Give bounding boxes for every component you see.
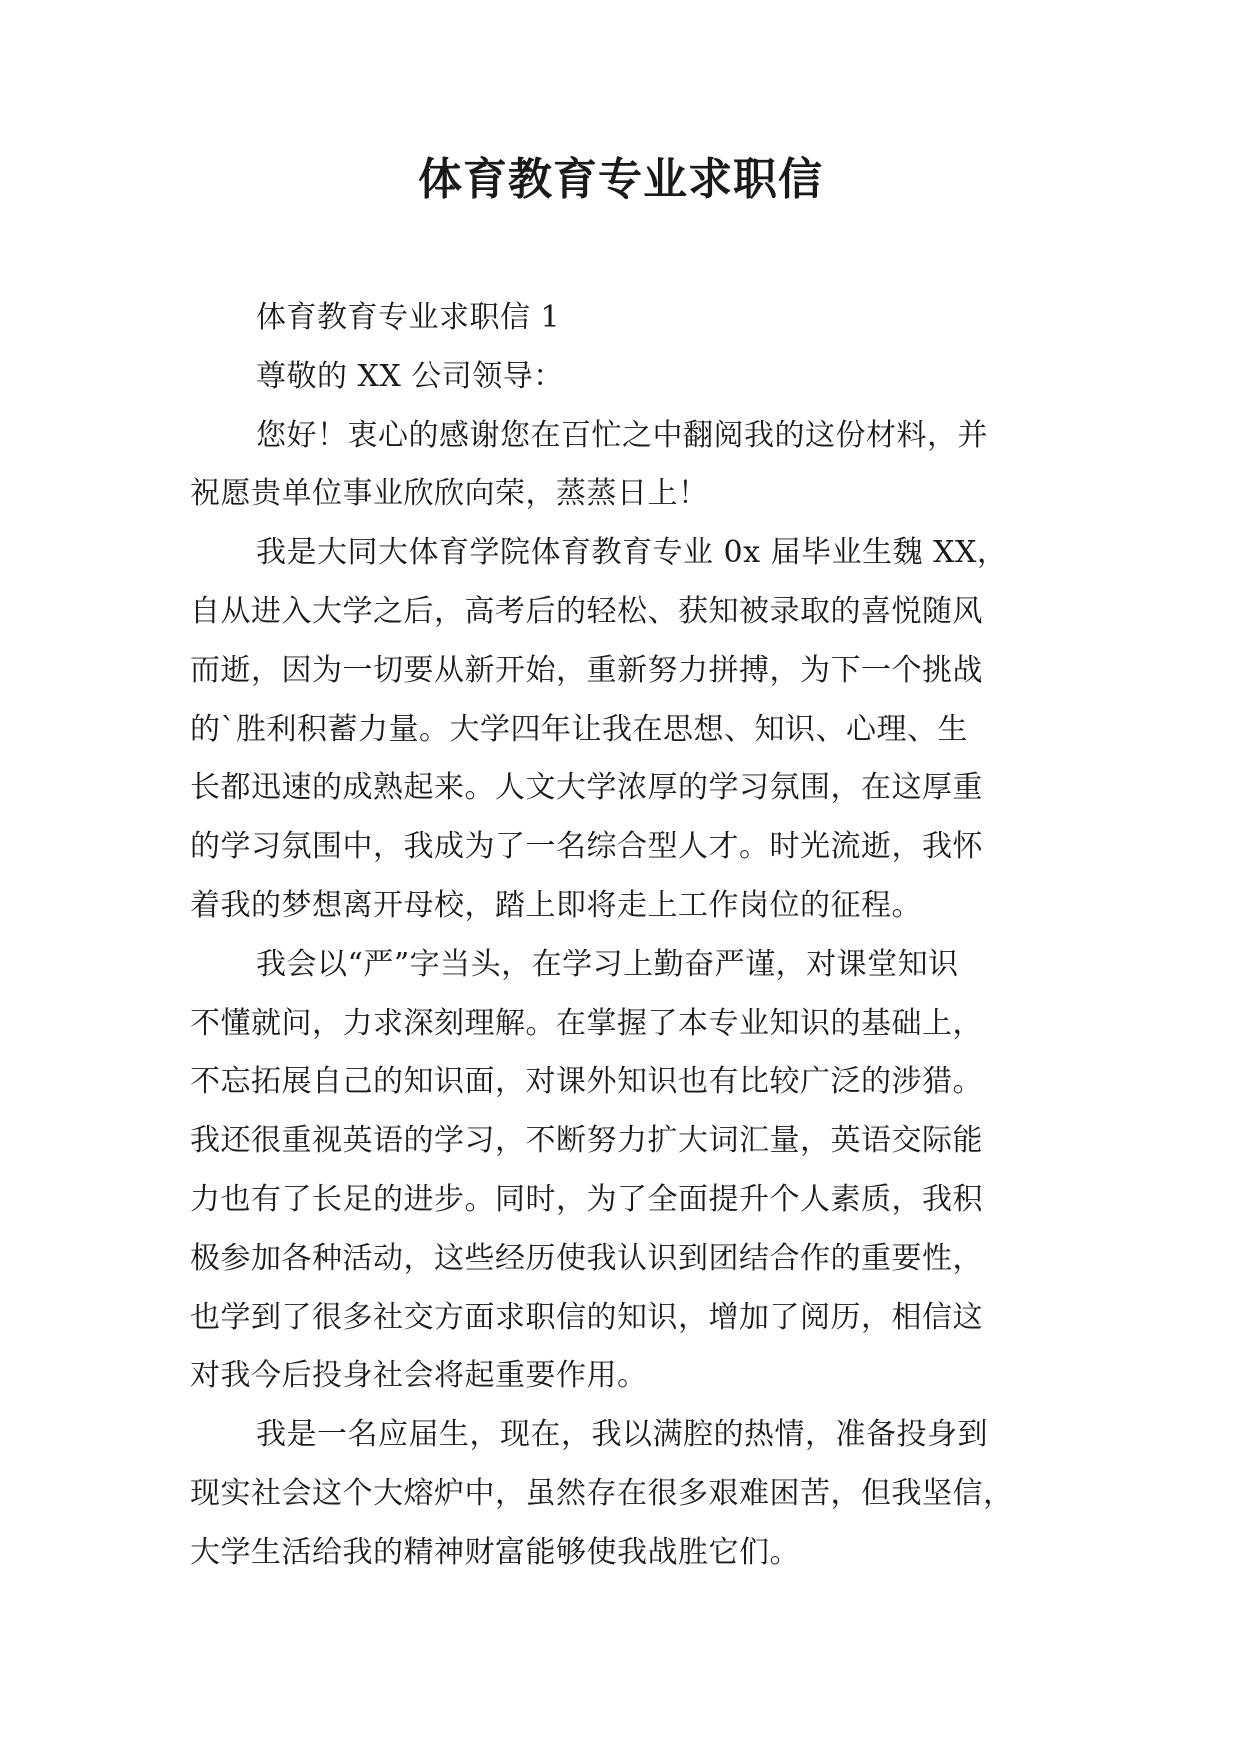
text-line: 极参加各种活动，这些经历使我认识到团结合作的重要性， bbox=[190, 1240, 983, 1276]
document-title: 体育教育专业求职信 bbox=[418, 154, 823, 205]
text-line: 着我的梦想离开母校，踏上即将走上工作岗位的征程。 bbox=[190, 887, 922, 923]
text-line: 我是一名应届生，现在，我以满腔的热情，准备投身到 bbox=[256, 1417, 988, 1453]
text-line: 不懂就问，力求深刻理解。在掌握了本专业知识的基础上， bbox=[190, 1005, 983, 1041]
text-line: 现实社会这个大熔炉中，虽然存在很多艰难困苦，但我坚信， bbox=[190, 1475, 1014, 1511]
document-body bbox=[190, 289, 1050, 1583]
text-line: 也学到了很多社交方面求职信的知识，增加了阅历，相信这 bbox=[190, 1299, 983, 1335]
text-line: 自从进入大学之后，高考后的轻松、获知被录取的喜悦随风 bbox=[190, 593, 983, 629]
text-line: 我会以“严”字当头，在学习上勤奋严谨，对课堂知识 bbox=[256, 946, 959, 982]
text-line: 对我今后投身社会将起重要作用。 bbox=[190, 1358, 648, 1394]
text-line: 我是大同大体育学院体育教育专业 0x 届毕业生魏 XX， bbox=[256, 535, 1008, 571]
text-line: 不忘拓展自己的知识面，对课外知识也有比较广泛的涉猎。 bbox=[190, 1064, 983, 1100]
text-line: 我还很重视英语的学习，不断努力扩大词汇量，英语交际能 bbox=[190, 1123, 983, 1159]
text-line: 体育教育专业求职信 1 bbox=[256, 300, 561, 335]
text-line: 尊敬的 XX 公司领导： bbox=[256, 358, 564, 394]
text-line: 的`胜利积蓄力量。大学四年让我在思想、知识、心理、生 bbox=[190, 711, 968, 747]
text-line: 的学习氛围中，我成为了一名综合型人才。时光流逝，我怀 bbox=[190, 829, 983, 865]
text-line: 祝愿贵单位事业欣欣向荣，蒸蒸日上！ bbox=[190, 476, 709, 512]
text-line: 长都迅速的成熟起来。人文大学浓厚的学习氛围，在这厚重 bbox=[190, 770, 983, 806]
text-line: 您好！衷心的感谢您在百忙之中翻阅我的这份材料，并 bbox=[256, 417, 988, 453]
text-line: 而逝，因为一切要从新开始，重新努力拼搏，为下一个挑战 bbox=[190, 652, 983, 688]
text-line: 力也有了长足的进步。同时，为了全面提升个人素质，我积 bbox=[190, 1181, 983, 1217]
text-line: 大学生活给我的精神财富能够使我战胜它们。 bbox=[190, 1534, 800, 1570]
